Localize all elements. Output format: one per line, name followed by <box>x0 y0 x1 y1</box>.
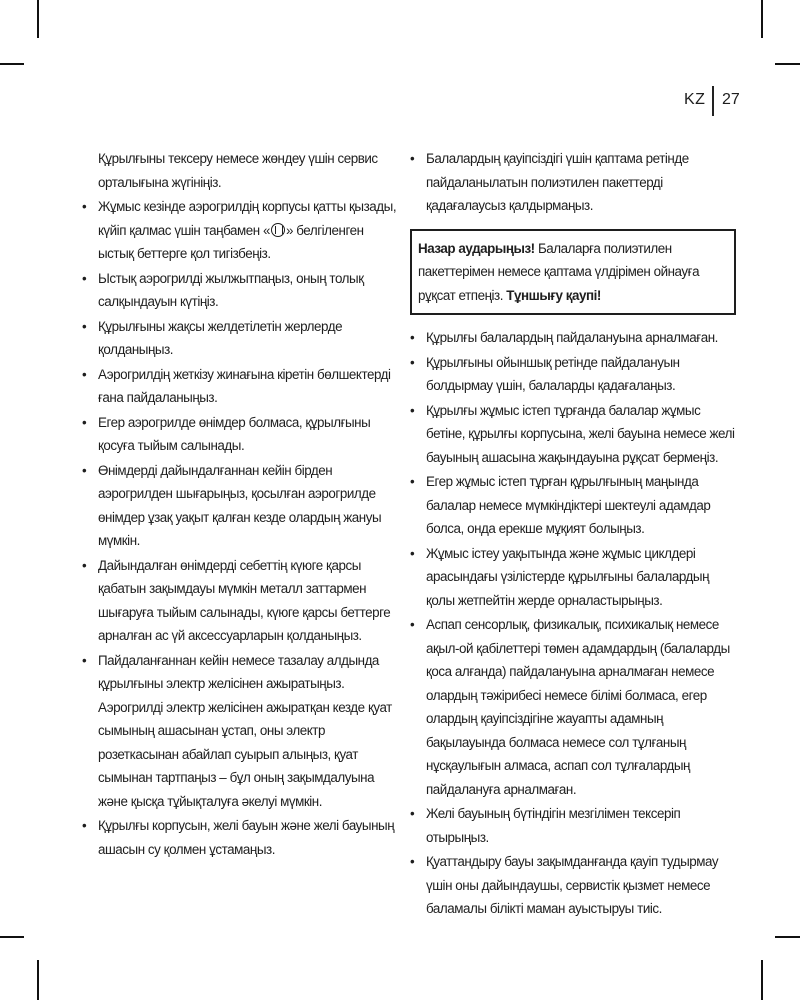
crop-mark <box>37 960 39 1000</box>
safety-list-right <box>410 326 736 921</box>
bullet: • <box>410 151 415 166</box>
list-item <box>82 267 400 314</box>
crop-mark <box>37 0 39 38</box>
list-item <box>410 850 736 921</box>
list-item-text: Дайындалған өнімдерді себеттің күюге қарсы қабатын зақымдауы мүмкін металл заттармен шығаруға тыйым салынады, күюге қарсы беттерге арналған ас үй аксессуарларын қолданыңыз. <box>98 557 391 643</box>
list-item <box>82 814 400 861</box>
bullet: • <box>82 318 87 334</box>
list-item-text: Құрылғы жұмыс істеп тұрғанда балалар жұмыс бетіне, құрылғы корпусына, желі бауына немесе желі бауының ашасына жақындауына рұқсат бермеңіз. <box>426 402 735 465</box>
list-item <box>82 411 400 458</box>
bullet: • <box>410 354 415 370</box>
list-item-text: Өнімдерді дайындалғаннан кейін бірден аэрогрилден шығарыңыз, қосылған аэрогрилде өнімдер ұзақ уақыт қалған кезде олардың жануы мүмкін. <box>98 462 382 548</box>
list-item-text: » белгіленген ыстық беттерге қол тигізбеңіз. <box>98 222 364 261</box>
bullet: • <box>82 199 87 214</box>
bullet: • <box>410 617 415 632</box>
header-divider <box>712 86 714 116</box>
list-item-text: Аэрогрилдің жеткізу жинағына кіретін бөлшектерді ғана пайдаланыңыз. <box>98 366 391 405</box>
right-column <box>410 147 736 921</box>
list-item <box>410 470 736 541</box>
language-code: KZ <box>684 91 706 108</box>
page-number: 27 <box>722 91 740 108</box>
hot-surface-icon <box>271 223 285 237</box>
list-item-text: Қуаттандыру бауы зақымданғанда қауіп тудырмау үшін оны дайындаушы, сервистік қызмет немесе баламалы білікті маман ауыстыруы тиіс. <box>426 854 719 916</box>
crop-mark <box>761 960 763 1000</box>
crop-mark <box>761 0 763 38</box>
bullet: • <box>82 414 87 430</box>
bullet: • <box>410 545 415 561</box>
bullet: • <box>82 270 87 286</box>
list-item <box>82 315 400 362</box>
bullet: • <box>82 652 87 668</box>
list-item-text: Құрылғы балалардың пайдалануына арналмаған. <box>426 330 718 345</box>
crop-mark <box>775 63 800 65</box>
list-item <box>82 363 400 410</box>
list-item-text: Егер жұмыс істеп тұрған құрылғының маңында балалар немесе мүмкіндіктері шектеулі адамдар болса, онда ерекше мұқият болыңыз. <box>426 474 711 536</box>
list-item-text: Желі бауының бүтіндігін мезгілімен тексеріп отырыңыз. <box>426 806 681 845</box>
bullet: • <box>82 366 87 382</box>
list-item <box>82 195 400 266</box>
crop-mark <box>0 936 24 938</box>
list-item <box>410 613 736 801</box>
bullet: • <box>410 330 415 345</box>
list-item <box>82 649 400 814</box>
bullet: • <box>82 462 87 478</box>
list-item <box>410 802 736 849</box>
list-item <box>410 326 736 350</box>
list-item <box>410 147 736 218</box>
list-item-text: Балалардың қауіпсіздігі үшін қаптама ретінде пайдаланылатын полиэтилен пакеттерді қадағалаусыз қалдырмаңыз. <box>426 151 689 213</box>
bullet: • <box>410 854 415 869</box>
continued-paragraph: Құрылғыны тексеру немесе жөндеу үшін сервис орталығына жүгініңіз. <box>98 151 378 190</box>
bullet: • <box>82 818 87 833</box>
list-item-text: Жұмыс істеу уақытында және жұмыс циклдері арасындағы үзілістерде құрылғыны балалардың қолы жетпейтін жерде орналастырыңыз. <box>426 545 710 608</box>
list-item <box>410 399 736 470</box>
safety-list-left <box>82 195 400 861</box>
warning-box <box>410 229 736 316</box>
list-item-text: Құрылғыны ойыншық ретінде пайдалануын болдырмау үшін, балаларды қадағалаңыз. <box>426 354 680 393</box>
list-item <box>410 351 736 398</box>
safety-list-right-top <box>410 147 736 218</box>
list-item-text: Егер аэрогрилде өнімдер болмаса, құрылғыны қосуға тыйым салынады. <box>98 414 371 453</box>
list-item <box>410 542 736 613</box>
warning-body: Балаларға полиэтилен пакеттерімен немесе қаптама үлдірімен ойнауға рұқсат етпеңіз. <box>418 240 700 303</box>
bullet: • <box>410 402 415 418</box>
crop-mark <box>775 936 800 938</box>
left-column <box>82 147 400 861</box>
list-item-text: Пайдаланғаннан кейін немесе тазалау алдында құрылғыны электр желісінен ажыратыңыз. Аэрогрилді электр желісінен ажыратқан кезде қуат сымының ашасынан ұстап, оны электр розеткасынан абайлап суырып алыңыз, қуат сымынан тартпаңыз – бұл оның зақымдалуына және қысқа тұйықталуға әкелуі мүмкін. <box>98 652 392 809</box>
bullet: • <box>410 806 415 821</box>
list-item-text: Ыстық аэрогрилді жылжытпаңыз, оның толық салқындауын күтіңіз. <box>98 270 364 309</box>
list-item <box>82 459 400 553</box>
bullet: • <box>82 557 87 573</box>
crop-mark <box>0 63 24 65</box>
list-item <box>82 554 400 648</box>
warning-tail: Тұншығу қаупі! <box>506 287 601 303</box>
list-item-text: Құрылғы корпусын, желі бауын және желі бауының ашасын су қолмен ұстамаңыз. <box>98 818 395 857</box>
list-item-text: Аспап сенсорлық, физикалық, психикалық немесе ақыл-ой қабілеттері төмен адамдардың (балаларды қоса алғанда) пайдалануына арналмаған немесе олардың тәжірибесі немесе білімі болмаса, егер олардың қауіпсіздігіне жауапты адамның бақылауында болмаса немесе сол тұлғаның нұсқаулығын алмаса, аспап сол тұлғалардың пайдалануға арналмаған. <box>426 617 730 797</box>
list-item-text: Жұмыс кезінде аэрогрилдің корпусы қатты қызады, күйіп қалмас үшін таңбамен « <box>98 199 397 238</box>
bullet: • <box>410 474 415 489</box>
list-item-text: Құрылғыны жақсы желдетілетін жерлерде қолданыңыз. <box>98 318 343 357</box>
warning-lead: Назар аударыңыз! <box>418 240 535 256</box>
